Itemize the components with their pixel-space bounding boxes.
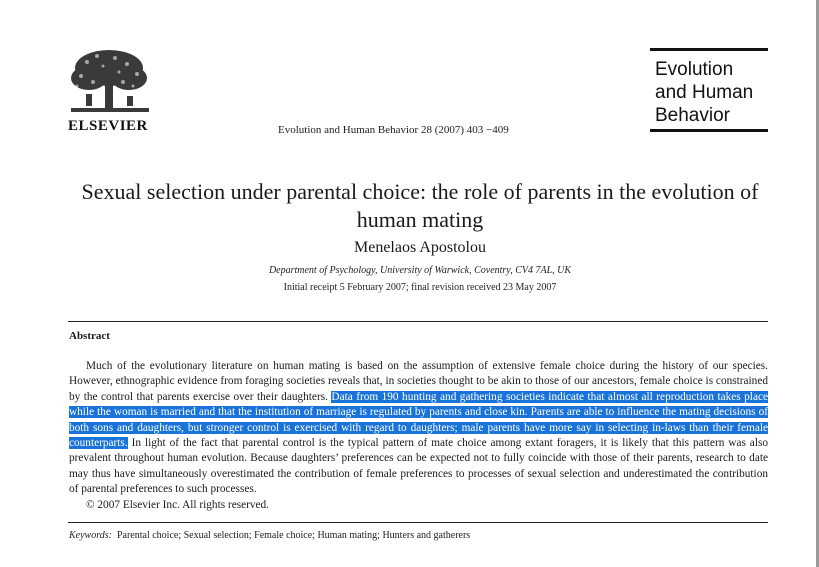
journal-name: Evolution and Human Behavior: [655, 59, 754, 126]
abstract-text-after[interactable]: In light of the fact that parental control is the typical pattern of mate choice among extant foragers, it is likely that this pattern was also prevalent throughout human evolution. Because daughters’ preferences can be expected not to fully coincide with those of their parents, research to date may thus have simultaneously overestimated the contribution of female preferences to processes of sexual selection and underestimated the contribution of parental preferences to such processes.: [69, 437, 768, 496]
abstract-heading: Abstract: [69, 330, 110, 342]
article-author: Menelaos Apostolou: [354, 239, 486, 256]
abstract-body[interactable]: [69, 359, 768, 513]
receipt-dates: Initial receipt 5 February 2007; final revision received 23 May 2007: [283, 282, 557, 293]
keywords-text: Parental choice; Sexual selection; Female choice; Human mating; Hunters and gatherers: [116, 530, 471, 541]
abstract-top-rule: [68, 321, 768, 322]
article-title: Sexual selection under parental choice: the role of parents in the evolution of human mating: [81, 179, 759, 232]
copyright-notice: © 2007 Elsevier Inc. All rights reserved.: [86, 498, 270, 511]
author-affiliation: Department of Psychology, University of Warwick, Coventry, CV4 7AL, UK: [268, 265, 572, 276]
keywords-line: [69, 530, 470, 541]
selected-text-highlight[interactable]: Data from 190 hunting and gathering societies indicate that almost all reproduction takes place while the woman is married and that the institution of marriage is regulated by parents and close kin. Parents are able to influence the mating decisions of both sons and daughters, but stronger control is exercised with regard to daughters; male parents have more say in selecting in-laws than their female counterparts.: [69, 390, 768, 450]
elsevier-tree-logo-icon: [67, 48, 152, 116]
abstract-text-before[interactable]: Much of the evolutionary literature on human mating is based on the assumption of extensive female choice during the history of our species. However, ethnographic evidence from foraging societies reveals that, in societies thought to be akin to those of our ancestors, female choice is constrained by the control that parents exercise over their daughters.: [69, 360, 768, 403]
journal-title-box: [650, 48, 768, 132]
journal-citation: Evolution and Human Behavior 28 (2007) 403 −409: [278, 124, 509, 136]
abstract-bottom-rule: [68, 522, 768, 523]
keywords-label: Keywords:: [69, 530, 112, 541]
abstract-paragraph[interactable]: [69, 359, 768, 498]
publisher-logo-text: ELSEVIER: [68, 118, 148, 134]
